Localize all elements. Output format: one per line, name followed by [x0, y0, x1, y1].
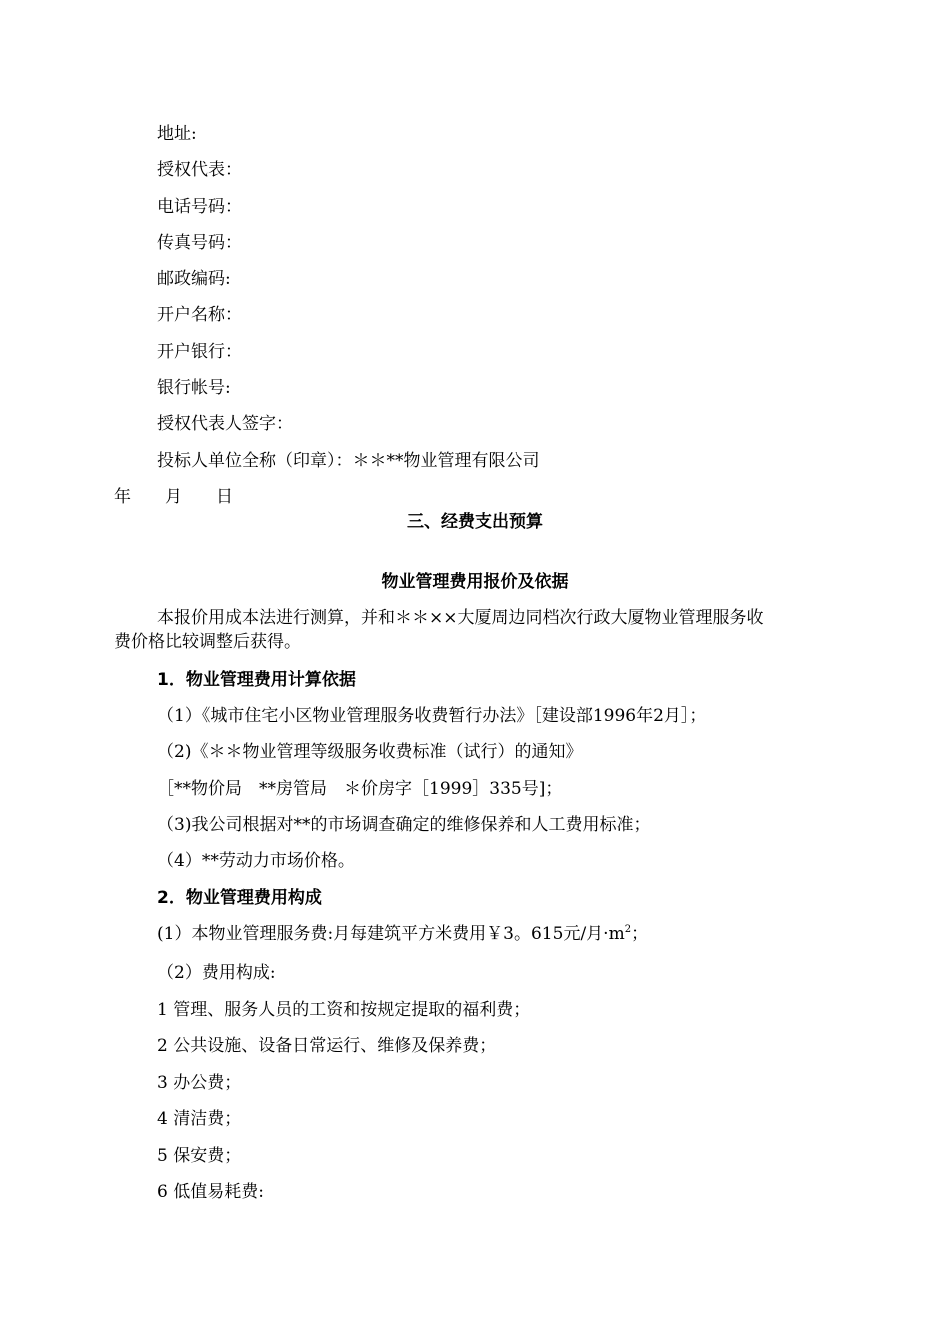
composition-item-5: 5 保安费； — [157, 1146, 242, 1166]
subtitle: 物业管理费用报价及依据 — [381, 572, 569, 592]
basis-item-1: （1）《城市住宅小区物业管理服务收费暂行办法》［建设部1996年2月］； — [157, 706, 707, 726]
field-bank: 开户银行： — [157, 342, 242, 362]
composition-item-2: 2 公共设施、设备日常运行、维修及保养费； — [157, 1036, 497, 1056]
field-bidder-name: 投标人单位全称（印章）：＊＊**物业管理有限公司 — [157, 451, 540, 471]
basis-item-2: （2)《＊＊物业管理等级服务收费标准（试行）的通知》 — [157, 742, 583, 762]
composition-item-3: 3 办公费； — [157, 1073, 242, 1093]
field-postal-code: 邮政编码: — [157, 269, 231, 289]
composition-item-4: 4 清洁费； — [157, 1109, 242, 1129]
composition-item-6: 6 低值易耗费: — [157, 1182, 264, 1202]
fee-end: ； — [631, 924, 649, 944]
basis-item-4: （4）**劳动力市场价格。 — [157, 851, 355, 871]
field-signature: 授权代表人签字： — [157, 414, 293, 434]
intro-line-1: 本报价用成本法进行测算，并和＊＊××大厦周边同档次行政大厦物业管理服务收 — [157, 608, 764, 628]
intro-line-2: 费价格比较调整后获得。 — [114, 632, 301, 652]
field-account-number: 银行帐号: — [157, 378, 231, 398]
basis-item-2-ref: ［**物价局 **房管局 ＊价房字［1999］335号]； — [157, 779, 563, 799]
date-line: 年 月 日 — [114, 487, 233, 507]
basis-heading: 1．物业管理费用计算依据 — [157, 670, 356, 690]
field-fax: 传真号码： — [157, 233, 242, 253]
fee-text: (1）本物业管理服务费:月每建筑平方米费用￥3。615元/月·m — [157, 924, 625, 944]
section-title: 三、经费支出预算 — [407, 512, 543, 532]
basis-item-3: （3)我公司根据对**的市场调查确定的维修保养和人工费用标准； — [157, 815, 651, 835]
fee-line — [157, 923, 648, 945]
field-address: 地址: — [157, 124, 197, 144]
field-account-name: 开户名称： — [157, 305, 242, 325]
composition-item-1: 1 管理、服务人员的工资和按规定提取的福利费； — [157, 1000, 531, 1020]
composition-sub-heading: （2）费用构成: — [157, 963, 276, 983]
fee-unit-superscript: 2 — [624, 924, 632, 935]
field-phone: 电话号码： — [157, 197, 242, 217]
field-authorized-rep: 授权代表： — [157, 160, 242, 180]
composition-heading: 2．物业管理费用构成 — [157, 888, 322, 908]
